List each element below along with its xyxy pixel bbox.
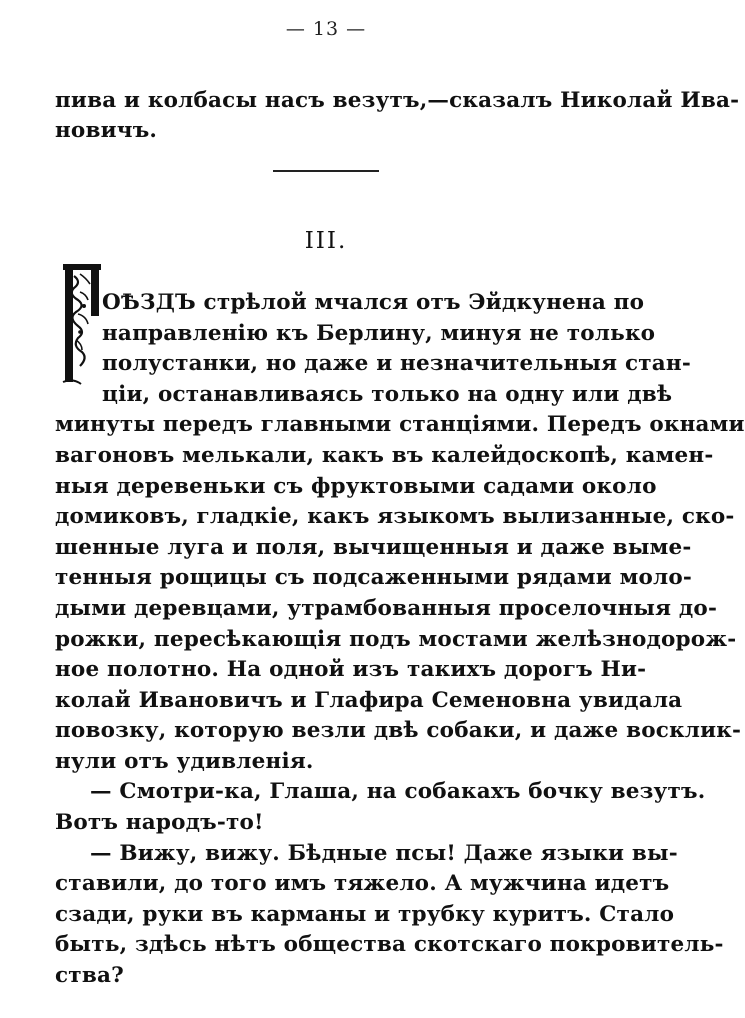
paragraph-line: направленію къ Берлину, минуя не только bbox=[102, 321, 656, 346]
dialogue-line: ставили, до того имъ тяжело. А мужчина идетъ bbox=[55, 871, 670, 896]
dialogue-line: — Вижу, вижу. Бѣдные псы! Даже языки вы- bbox=[90, 841, 678, 866]
paragraph-line: дыми деревцами, утрамбованныя проселочныя до- bbox=[55, 596, 718, 621]
paragraph-line: нули отъ удивленія. bbox=[55, 749, 314, 774]
carryover-line: пива и колбасы насъ везутъ,—сказалъ Николай Ива- bbox=[55, 88, 740, 113]
ornamental-drop-cap bbox=[62, 262, 102, 388]
paragraph-line: шенные луга и поля, вычищенныя и даже выме- bbox=[55, 535, 692, 560]
paragraph-line: ОѢЗДЪ стрѣлой мчался отъ Эйдкунена по bbox=[102, 290, 645, 315]
dialogue-line: быть, здѣсь нѣтъ общества скотскаго покровитель- bbox=[55, 932, 724, 957]
paragraph-line: ное полотно. На одной изъ такихъ дорогъ Ни- bbox=[55, 657, 647, 682]
dialogue-line: Вотъ народъ-то! bbox=[55, 810, 264, 835]
paragraph-line: вагоновъ мелькали, какъ въ калейдоскопѣ, камен- bbox=[55, 443, 714, 468]
dialogue-line: — Смотри-ка, Глаша, на собакахъ бочку везутъ. bbox=[90, 779, 706, 804]
page-number: — 13 — bbox=[285, 18, 367, 40]
paragraph-line: повозку, которую везли двѣ собаки, и даже восклик- bbox=[55, 718, 742, 743]
paragraph-line: ціи, останавливаясь только на одну или двѣ bbox=[102, 382, 673, 407]
dialogue-line: сзади, руки въ карманы и трубку куритъ. Стало bbox=[55, 902, 675, 927]
paragraph-line: минуты передъ главными станціями. Передъ окнами bbox=[55, 412, 745, 437]
paragraph-line: колай Ивановичъ и Глафира Семеновна увидала bbox=[55, 688, 683, 713]
carryover-line: новичъ. bbox=[55, 118, 158, 143]
paragraph-line: домиковъ, гладкіе, какъ языкомъ вылизанные, ско- bbox=[55, 504, 735, 529]
paragraph-line: ныя деревеньки съ фруктовыми садами около bbox=[55, 474, 657, 499]
paragraph-line: рожки, пересѣкающія подъ мостами желѣзнодорож- bbox=[55, 627, 737, 652]
chapter-heading: III. bbox=[304, 228, 348, 254]
section-divider bbox=[273, 170, 379, 172]
paragraph-line: тенныя рощицы съ подсаженными рядами моло- bbox=[55, 565, 693, 590]
paragraph-line: полустанки, но даже и незначительныя стан- bbox=[102, 351, 691, 376]
dialogue-line: ства? bbox=[55, 963, 124, 988]
